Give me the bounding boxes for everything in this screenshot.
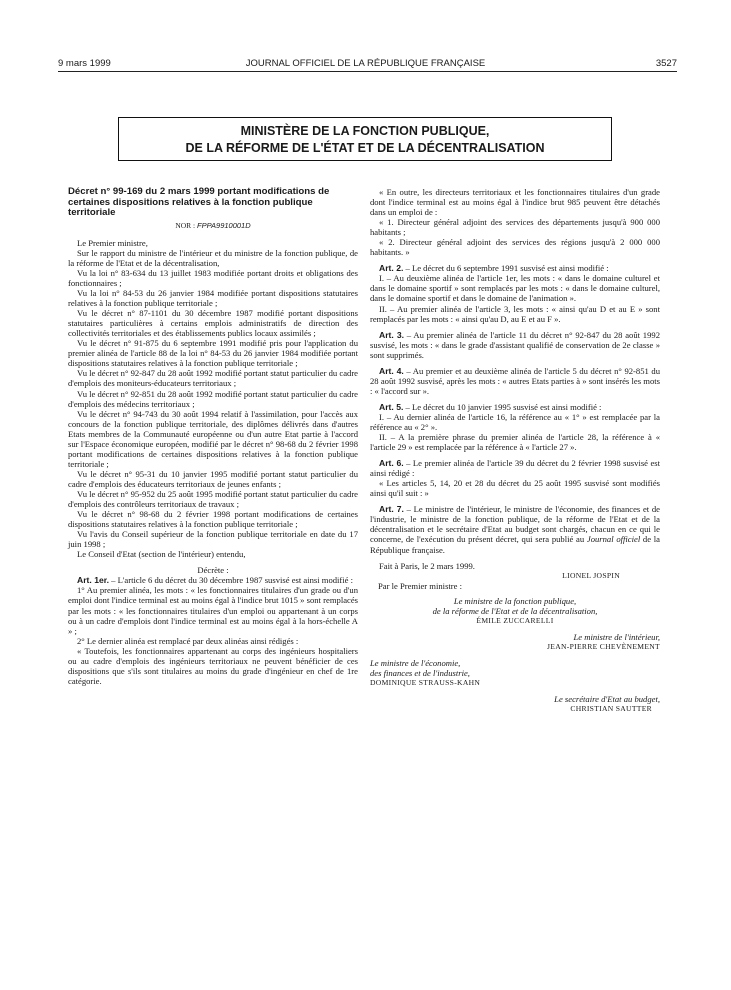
article-7	[370, 504, 660, 554]
article-7-label: Art. 7.	[379, 504, 404, 515]
article-1-item-2: « 2. Directeur général adjoint des services des régions jusqu'à 2 000 000 habitants. »	[370, 237, 660, 258]
article-5-point-1: I. – Au dernier alinéa de l'article 16, la référence au « 1° » est remplacée par la référence au « 2° ».	[370, 411, 660, 432]
signature-par-pm: Par le Premier ministre :	[378, 580, 463, 591]
signature-min-fp-line-2: de la réforme de l'Etat et de la décentralisation,	[432, 605, 598, 616]
header-page-number: 3527	[655, 58, 677, 69]
visa-avis-conseil: Vu l'avis du Conseil supérieur de la fonction publique territoriale en date du 17 juin 1998 ;	[68, 529, 358, 550]
signature-min-eco-line-1: Le ministre de l'économie,	[370, 657, 461, 668]
header-date: 9 mars 1999	[58, 58, 111, 69]
article-3-label: Art. 3.	[379, 329, 404, 340]
preamble-premier-ministre: Le Premier ministre,	[77, 237, 148, 248]
decree-title: Décret n° 99-169 du 2 mars 1999 portant modifications de certaines dispositions relatives à la fonction publique territoriale	[68, 186, 330, 219]
signature-sec-budget-name: CHRISTIAN SAUTTER	[570, 704, 652, 714]
signature-pm-name: LIONEL JOSPIN	[562, 570, 620, 580]
article-2-label: Art. 2.	[379, 263, 404, 274]
header-divider	[58, 71, 677, 72]
nor-code: FPPA9910001D	[197, 220, 251, 230]
preamble-rapport: Sur le rapport du ministre de l'intérieur et du ministre de la fonction publique, de la réforme de l'Etat et de la décentralisation,	[68, 247, 358, 268]
article-2-point-2: II. – Au premier alinéa de l'article 3, les mots : « ainsi qu'au D et au E » sont remplacés par les mots : « ainsi qu'au D, au E et au F ».	[370, 303, 660, 324]
ministry-box	[118, 117, 612, 161]
signature-min-eco-line-2: des finances et de l'industrie,	[370, 667, 470, 678]
article-1-quote: « Toutefois, les fonctionnaires appartenant au corps des ingénieurs hospitaliers ou au cadre d'emplois des ingénieurs territoriaux ne peuvent bénéficier de ces dispositions que s'ils sont titulaires au moins du grade d'ingénieur en chef de 1re catégorie.	[68, 645, 358, 686]
visa-decret-87-1101: Vu le décret n° 87-1101 du 30 décembre 1987 modifié portant dispositions statutaires particulières à certains emplois administratifs de direction des collectivités territoriales et des établissements publics locaux assimilés ;	[68, 308, 358, 339]
nor-label: NOR :	[175, 220, 196, 230]
article-7-journal: Journal officiel	[586, 534, 641, 545]
article-7-text: – Le ministre de l'intérieur, le ministre de l'économie, des finances et de l'industrie, le ministre de la fonction publique, de la réforme de l'Etat et de la décentralisation et le secrétaire d'Etat au budget sont chargés, chacun en ce qui le concerne, de l'exécution du présent décret, qui sera publié au	[370, 504, 660, 545]
article-2	[370, 263, 660, 273]
signature-min-int-name: JEAN-PIERRE CHEVÈNEMENT	[547, 641, 660, 651]
article-6	[370, 458, 660, 478]
decrete-heading: Décrète :	[197, 565, 229, 576]
article-4-text: – Au premier et au deuxième alinéa de l'article 5 du décret n° 92-851 du 28 août 1992 susvisé, après les mots : « autres Etats parties à » sont insérés les mots : « l'accord sur ».	[370, 365, 660, 396]
article-5-text: – Le décret du 10 janvier 1995 susvisé est ainsi modifié :	[403, 401, 602, 412]
article-1-quote-cont: « En outre, les directeurs territoriaux et les fonctionnaires titulaires d'un grade dont l'indice terminal est au moins égal à l'indice brut 985 peuvent être détachés dans un emploi de :	[370, 187, 660, 218]
article-2-text: – Le décret du 6 septembre 1991 susvisé est ainsi modifié :	[403, 263, 609, 274]
left-column	[68, 187, 358, 686]
ministry-line-2: DE LA RÉFORME DE L'ÉTAT ET DE LA DÉCENTRALISATION	[185, 141, 545, 155]
article-1-point-1: 1° Au premier alinéa, les mots : « les fonctionnaires titulaires d'un grade ou d'un emploi dont l'indice terminal est au moins égal à l'indice brut 1015 » sont remplacés par les mots : « les fonctionnaires titulaires d'un emploi ou appartenant à un corps ou à un cadre d'emplois dont l'indice terminal est au moins égal à la hors-échelle A » ;	[68, 585, 358, 636]
visa-loi-83-634: Vu la loi n° 83-634 du 13 juillet 1983 modifiée portant droits et obligations des fonctionnaires ;	[68, 267, 358, 289]
visa-decret-95-952: Vu le décret n° 95-952 du 25 août 1995 modifié portant statut particulier du cadre d'emplois des contrôleurs territoriaux de travaux ;	[68, 489, 358, 510]
article-1-label: Art. 1er.	[77, 575, 110, 586]
article-6-text: – Le premier alinéa de l'article 39 du décret du 2 février 1998 susvisé est ainsi rédigé :	[370, 458, 660, 479]
signature-min-fp-name: ÉMILE ZUCCARELLI	[476, 615, 554, 625]
visa-decret-92-851: Vu le décret n° 92-851 du 28 août 1992 modifié portant statut particulier du cadre d'emplois des médecins territoriaux ;	[68, 388, 358, 409]
article-1	[68, 575, 358, 585]
article-5-point-2: II. – A la première phrase du premier alinéa de l'article 28, la référence à « l'article 29 » est remplacée par la référence à « l'article 27 ».	[370, 432, 660, 453]
visa-decret-91-875: Vu le décret n° 91-875 du 6 septembre 1991 modifié pris pour l'application du premier alinéa de l'article 88 de la loi n° 84-53 du 26 janvier 1984 modifiée portant dispositions statutaires relatives à la fonction publique territoriale ;	[68, 338, 358, 369]
article-6-quote: « Les articles 5, 14, 20 et 28 du décret du 25 août 1995 susvisé sont modifiés ainsi qu'il suit : »	[370, 478, 660, 499]
visa-decret-92-847: Vu le décret n° 92-847 du 28 août 1992 modifié portant statut particulier du cadre d'emplois des moniteurs-éducateurs territoriaux ;	[68, 368, 358, 389]
signature-min-int: Le ministre de l'intérieur,	[573, 631, 660, 642]
article-7-end: de la République française.	[370, 534, 660, 555]
article-6-label: Art. 6.	[379, 458, 404, 469]
article-4-label: Art. 4.	[379, 365, 404, 376]
visa-conseil-etat: Le Conseil d'Etat (section de l'intérieur) entendu,	[77, 549, 246, 560]
visa-decret-98-68: Vu le décret n° 98-68 du 2 février 1998 portant modifications de certaines dispositions statutaires relatives à la fonction publique territoriale ;	[68, 509, 358, 530]
signature-sec-budget: Le secrétaire d'Etat au budget,	[554, 694, 660, 705]
header-journal-title: JOURNAL OFFICIEL DE LA RÉPUBLIQUE FRANÇAISE	[245, 58, 486, 69]
article-1-text: – L'article 6 du décret du 30 décembre 1987 susvisé est ainsi modifié :	[109, 575, 354, 586]
visa-decret-94-743: Vu le décret n° 94-743 du 30 août 1994 relatif à l'assimilation, pour l'accès aux concours de la fonction publique territoriale, des diplômes délivrés dans d'autres Etats membres de la Communauté européenne ou d'un autre Etat partie à l'accord sur l'Espace économique européen, modifié par le décret n° 98-68 du 2 février 1998 portant modifications de certaines dispositions relatives à la fonction publique territoriale ;	[68, 408, 358, 469]
article-3-text: – Au premier alinéa de l'article 11 du décret n° 92-847 du 28 août 1992 susvisé, les mots : « dans le grade d'assistant qualifié de conservation de 2e classe » sont supprimés.	[370, 329, 660, 360]
article-5	[370, 402, 660, 412]
article-1-point-2: 2° Le dernier alinéa est remplacé par deux alinéas ainsi rédigés :	[77, 635, 299, 646]
article-2-point-1: I. – Au deuxième alinéa de l'article 1er, les mots : « dans le domaine culturel et dans le domaine sportif » sont remplacés par les mots : « dans le domaine culturel, dans le domaine sportif et dans le domaine de l'animation ».	[370, 273, 660, 304]
signature-min-eco-name: DOMINIQUE STRAUSS-KAHN	[370, 678, 481, 688]
signature-min-fp-line-1: Le ministre de la fonction publique,	[453, 595, 577, 606]
decree-nor	[68, 221, 358, 231]
article-4	[370, 366, 660, 396]
article-3	[370, 330, 660, 360]
article-1-item-1: « 1. Directeur général adjoint des services des départements jusqu'à 900 000 habitants ;	[370, 217, 660, 238]
visa-loi-84-53: Vu la loi n° 84-53 du 26 janvier 1984 modifiée portant dispositions statutaires relatives à la fonction publique territoriale ;	[68, 288, 358, 309]
visa-decret-95-31: Vu le décret n° 95-31 du 10 janvier 1995 modifié portant statut particulier du cadre d'emplois des éducateurs territoriaux de jeunes enfants ;	[68, 468, 358, 489]
signature-date: Fait à Paris, le 2 mars 1999.	[379, 560, 475, 571]
right-column	[370, 187, 660, 714]
ministry-line-1: MINISTÈRE DE LA FONCTION PUBLIQUE,	[240, 124, 490, 138]
article-5-label: Art. 5.	[379, 401, 404, 412]
